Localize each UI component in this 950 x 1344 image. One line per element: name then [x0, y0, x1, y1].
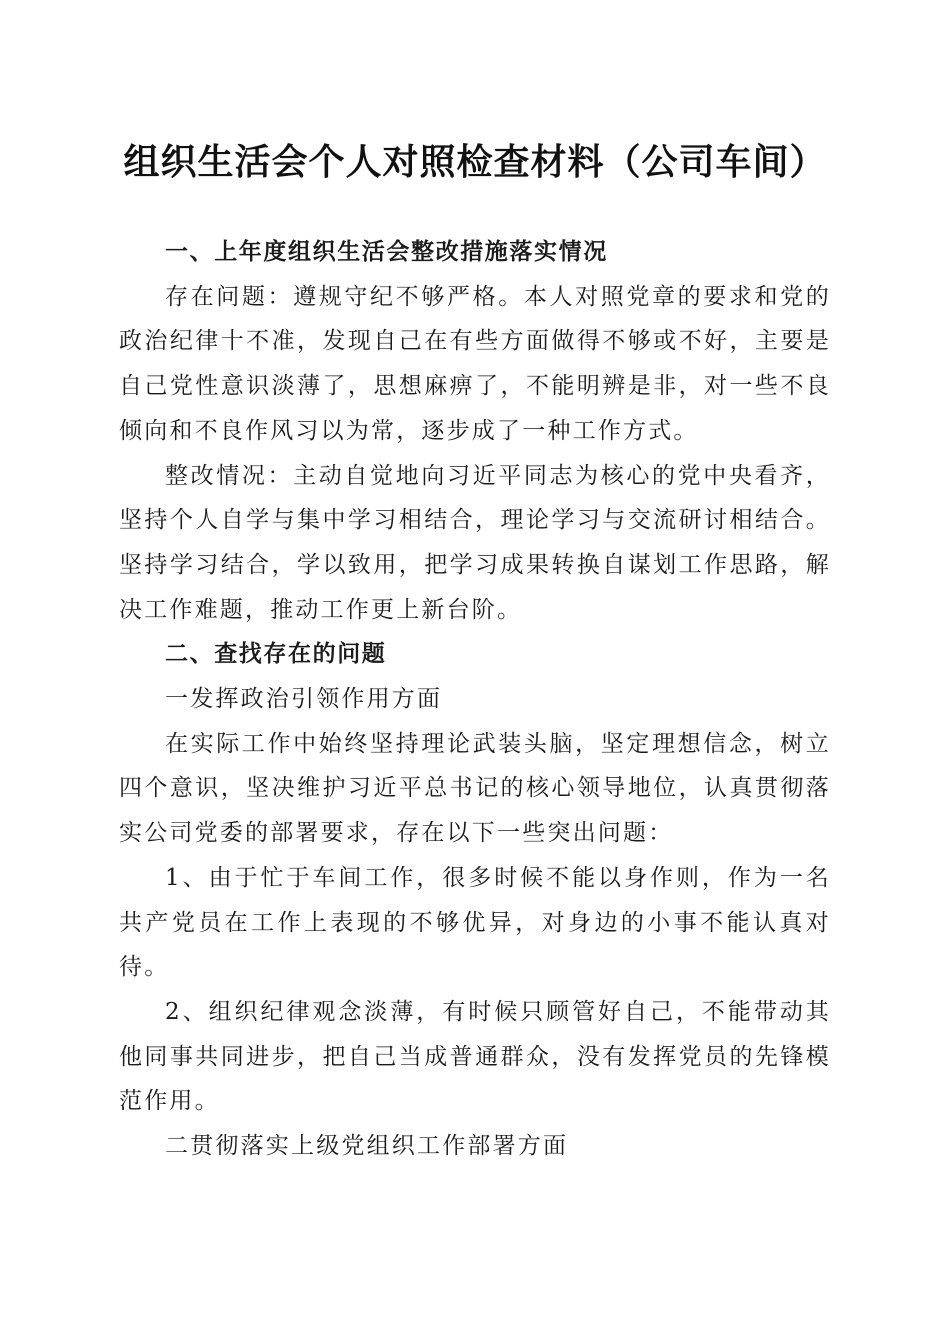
document-title: 组织生活会个人对照检查材料（公司车间） — [123, 141, 827, 183]
section-heading-1: 一、上年度组织生活会整改措施落实情况 — [165, 239, 608, 265]
subsection-heading-political-leadership: 一发挥政治引领作用方面 — [165, 686, 443, 713]
paragraph-item-2: 2、组织纪律观念淡薄，有时候只顾管好自己，不能带动其他同事共同进步，把自己当成普通群众，没有发挥党员的先锋模范作用。 — [119, 998, 831, 1115]
paragraph-existing-problem: 存在问题：遵规守纪不够严格。本人对照党章的要求和党的政治纪律十不准，发现自己在有些方面做得不够或不好，主要是自己党性意识淡薄了，思想麻痹了，不能明辨是非，对一些不良倾向和不良作风习以为常，逐步成了一种工作方式。 — [119, 283, 831, 444]
subsection-heading-implementation: 二贯彻落实上级党组织工作部署方面 — [165, 1133, 569, 1160]
document-body — [119, 230, 831, 1169]
paragraph-item-1: 1、由于忙于车间工作，很多时候不能以身作则，作为一名共产党员在工作上表现的不够优异，对身边的小事不能认真对待。 — [119, 864, 831, 981]
paragraph-rectification: 整改情况：主动自觉地向习近平同志为核心的党中央看齐，坚持个人自学与集中学习相结合，理论学习与交流研讨相结合。坚持学习结合，学以致用，把学习成果转换自谋划工作思路，解决工作难题，推动工作更上新台阶。 — [119, 462, 831, 623]
section-heading-2: 二、查找存在的问题 — [165, 641, 387, 668]
paragraph-overview: 在实际工作中始终坚持理论武装头脑，坚定理想信念，树立四个意识，坚决维护习近平总书记的核心领导地位，认真贯彻落实公司党委的部署要求，存在以下一些突出问题： — [119, 730, 831, 847]
